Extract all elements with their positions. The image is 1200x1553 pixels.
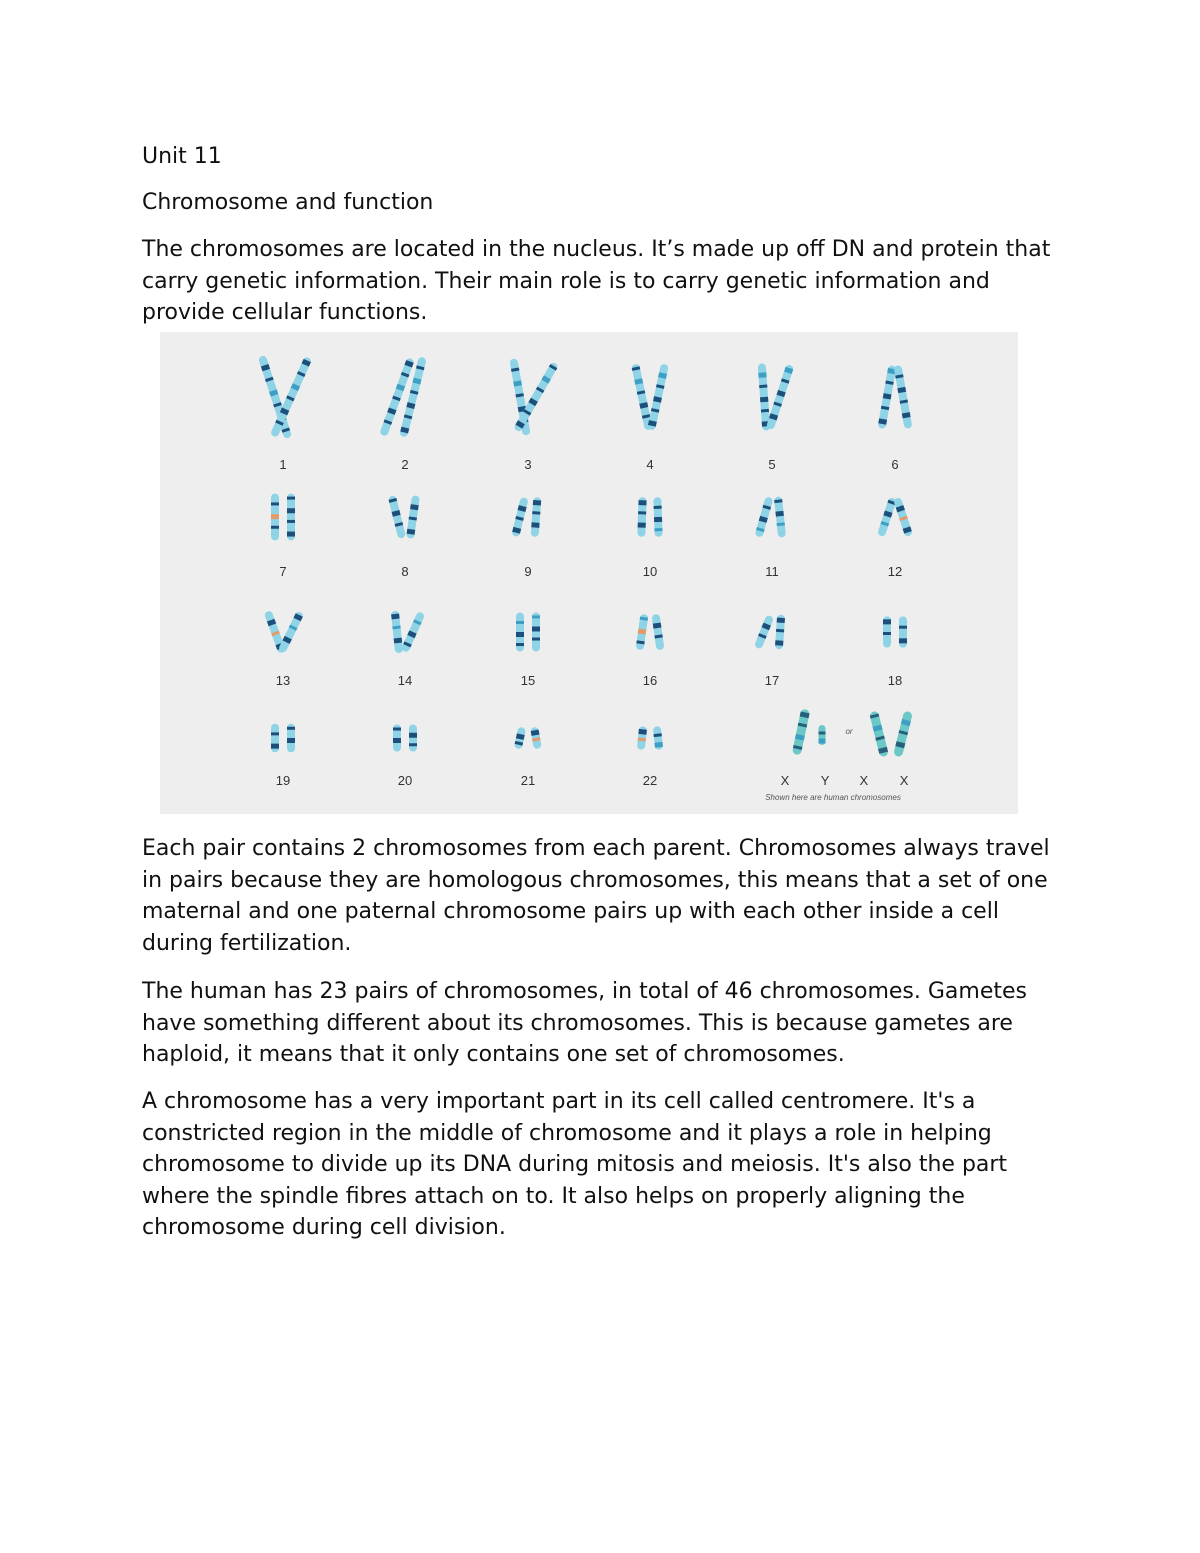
karyotype-figure [160,332,1018,814]
chromosome-21-a [514,727,526,750]
chromosome-6-a [878,365,897,429]
chromosome-x-female-b [893,711,913,758]
chromosome-22-a [637,726,647,750]
pair-label: 12 [887,564,903,579]
pair-label: 7 [279,564,287,579]
paragraph-count: The human has 23 pairs of chromosomes, in total of 46 chromosomes. Gametes have something different about its chromosomes. This is because gametes are haploid, it means that it only contains one set of chromosomes. [142,979,1027,1067]
chromosome-16-b [652,614,665,651]
paragraph-intro: The chromosomes are located in the nucleus. It’s made up off DN and protein that carry genetic information. Their main role is to carry genetic information and provide cellular functions. [142,237,1051,325]
chromosome-17-a [754,615,774,650]
pair-label: 18 [887,673,903,688]
document-subtitle: Chromosome and function [142,190,434,215]
pair-label: 5 [768,457,776,472]
chromosome-12-b [893,497,913,537]
chromosome-15-a [516,612,524,651]
pair-label: 19 [275,773,291,788]
karyotype-illustration [160,332,1018,814]
pair-label: 20 [397,773,413,788]
chromosome-10-a [637,497,646,537]
paragraph-pairs: Each pair contains 2 chromosomes from each parent. Chromosomes always travel in pairs because they are homologous chromosomes, this means that a set of one maternal and one paternal chromosome pairs up with each other inside a cell during fertilization. [142,836,1050,956]
chromosome-y-male [819,725,826,745]
pair-label: 9 [524,564,532,579]
chromosome-x-female-a [869,711,889,758]
paragraph-centromere: A chromosome has a very important part in its cell called centromere. It's a constricted region in the middle of chromosome and it plays a role in helping chromosome to divide up its DNA during mitosis and meiosis. It's also the part where the spindle fibres attach on to. It also helps on properly aligning the chromosome during cell division. [142,1089,1008,1240]
chromosome-20-b [409,725,417,752]
chromosome-14-a [391,611,403,654]
chromosome-4-b [647,363,669,430]
chromosome-11-a [755,496,774,537]
chromosome-6-b [894,365,913,429]
pair-label: 10 [642,564,658,579]
chromosome-8-b [406,495,420,539]
figure-caption: Shown here are human chromosomes [765,793,901,802]
pair-label: 8 [401,564,409,579]
male-sex-label: X Y [780,773,844,788]
chromosome-13-b [278,611,304,654]
chromosome-18-b [899,616,907,647]
chromosome-5-b [766,364,794,430]
unit-heading: Unit 11 [142,144,222,169]
female-sex-label: X X [859,773,923,788]
chromosome-12-a [877,497,897,537]
pair-label: 17 [764,673,780,688]
pair-label: 16 [642,673,658,688]
chromosome-9-a [511,497,528,537]
or-label: or [845,727,853,736]
chromosome-16-a [636,614,649,651]
chromosome-18-a [883,616,891,647]
chromosome-9-b [531,497,542,537]
chromosome-11-b [774,496,786,537]
chromosome-8-a [388,495,406,539]
chromosome-10-b [653,497,662,537]
pair-label: 6 [891,457,899,472]
pair-label: 2 [401,457,409,472]
chromosome-19-b [287,724,295,753]
pair-label: 1 [279,457,287,472]
pair-label: 4 [646,457,654,472]
chromosome-19-a [271,724,279,753]
chromosome-7-a [271,494,279,541]
chromosome-21-b [530,727,542,750]
pair-label: 21 [520,773,536,788]
chromosome-x-male [792,709,810,756]
pair-label: 11 [765,564,779,579]
chromosome-15-b [532,612,540,651]
chromosome-20-a [393,725,401,752]
pair-label: 14 [397,673,413,688]
chromosome-7-b [287,494,295,541]
pair-label: 22 [642,773,658,788]
pair-label: 13 [275,673,291,688]
chromosome-17-b [775,615,785,650]
chromosome-14-b [401,611,426,653]
chromosome-22-b [653,726,663,750]
pair-label: 15 [520,673,536,688]
pair-label: 3 [524,457,532,472]
